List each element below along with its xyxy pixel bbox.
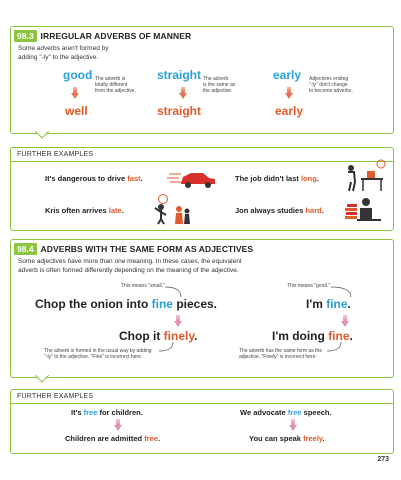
further-examples-heading: FURTHER EXAMPLES xyxy=(17,393,94,400)
note-good: The adverb is totally different from the adjective. xyxy=(95,76,136,95)
pointer-line xyxy=(327,342,347,354)
page-number: 273 xyxy=(377,456,389,463)
section-title: IRREGULAR ADVERBS OF MANNER xyxy=(40,30,192,41)
down-arrow-icon xyxy=(285,87,293,99)
right-meaning-caption: This means "good." xyxy=(287,283,331,289)
down-arrow-icon xyxy=(114,419,122,431)
section-title: ADVERBS WITH THE SAME FORM AS ADJECTIVES xyxy=(40,243,254,254)
further-examples-1 xyxy=(10,147,394,231)
example-late: Kris often arrives late. xyxy=(45,206,124,215)
example-free-children: It's free for children. xyxy=(71,408,143,417)
right-top-sentence: I'm fine. xyxy=(306,297,351,311)
down-arrow-icon xyxy=(341,315,349,327)
pointer-line xyxy=(159,342,179,354)
right-bottom-sentence: I'm doing fine. xyxy=(272,329,353,343)
example-speak-freely: You can speak freely. xyxy=(249,434,325,443)
example-admitted-free: Children are admitted free. xyxy=(65,434,161,443)
example-free-speech: We advocate free speech. xyxy=(240,408,332,417)
down-arrow-icon xyxy=(289,419,297,431)
down-arrow-icon xyxy=(71,87,79,99)
example-long: The job didn't last long. xyxy=(235,174,319,183)
left-bottom-sentence: Chop it finely. xyxy=(119,329,198,343)
divider xyxy=(11,403,393,404)
adjective-good: good xyxy=(63,68,93,82)
connector-tab xyxy=(35,375,49,383)
adverb-straight: straight xyxy=(157,104,202,118)
adjective-early: early xyxy=(273,68,302,82)
studying-icon xyxy=(343,192,383,224)
section-header xyxy=(14,29,191,42)
connector-tab xyxy=(35,131,49,139)
adjective-straight: straight xyxy=(157,68,202,82)
section-intro: Some adverbs aren't formed by adding "-ly" to the adjective. xyxy=(18,45,109,61)
down-arrow-icon xyxy=(174,315,182,327)
section-intro: Some adjectives have more than one meaning. In these cases, the equivalent adverb is often formed differently depending on the meaning of the adjective. xyxy=(18,258,242,274)
tired-worker-icon xyxy=(345,158,389,192)
section-header xyxy=(14,242,253,255)
example-fast: It's dangerous to drive fast. xyxy=(45,174,143,183)
fast-car-icon xyxy=(167,168,217,190)
section-98-4 xyxy=(10,239,394,378)
note-early: Adjectives ending "-ly" don't change to become adverbs. xyxy=(309,76,353,95)
further-examples-2 xyxy=(10,389,394,454)
section-98-3 xyxy=(10,26,394,134)
example-hard: Jon always studies hard. xyxy=(235,206,324,215)
divider xyxy=(11,161,393,162)
late-arrival-icon xyxy=(151,193,191,225)
section-number: 98.3 xyxy=(14,30,37,42)
adverb-early: early xyxy=(275,104,304,118)
left-top-sentence: Chop the onion into fine pieces. xyxy=(35,297,218,311)
further-examples-heading: FURTHER EXAMPLES xyxy=(17,151,94,158)
right-explanation: The adverb has the same form as the adjective. "Finely" is incorrect here. xyxy=(239,348,323,361)
section-number: 98.4 xyxy=(14,243,37,255)
left-explanation: The adverb is formed in the usual way by adding "-ly" to the adjective. "Fine" is incorrect here. xyxy=(44,348,152,361)
down-arrow-icon xyxy=(179,87,187,99)
adverb-well: well xyxy=(65,104,88,118)
note-straight: The adverb is the same as the adjective. xyxy=(203,76,236,95)
left-meaning-caption: This means "small." xyxy=(121,283,165,289)
